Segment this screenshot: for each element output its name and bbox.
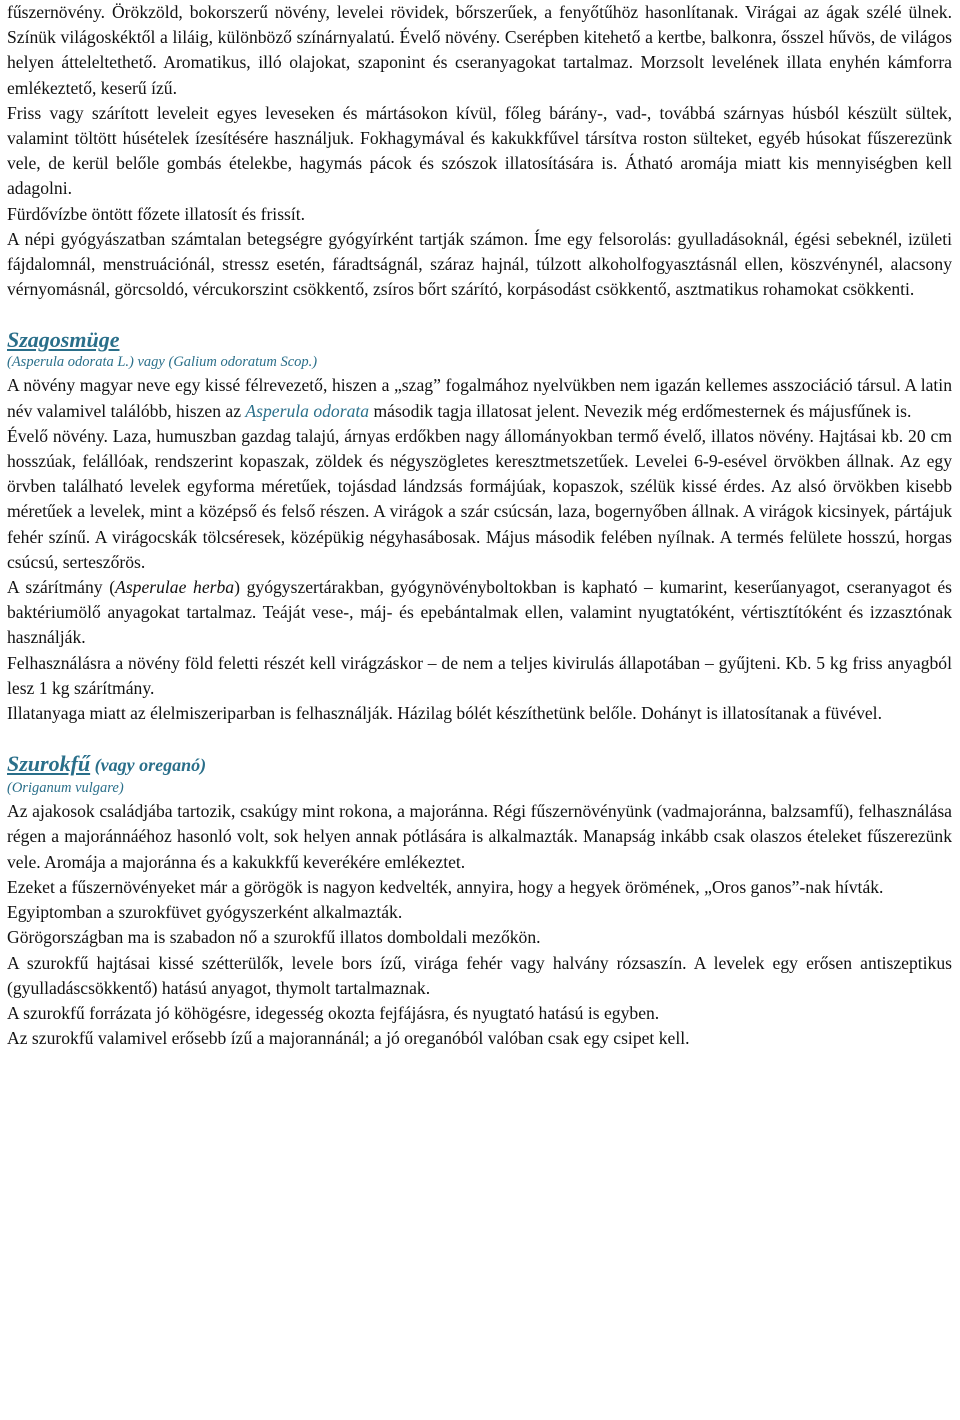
section-title: Szurokfű (vagy oreganó): [7, 751, 207, 777]
section-title: Szagosmüge: [7, 327, 120, 353]
paragraph-description: Évelő növény. Laza, humuszban gazdag talajú, árnyas erdőkben nagy állományokban termő évelő, illatos növény. Hajtásai kb. 20 cm hosszúak, felállóak, rendszerint kopaszak, zöldek és négyszögletes keresztmetszetűek. Levelei 6-9-esével örvökben állnak. Az egy örvben található levelek egyforma méretűek, tojásdad lándzsás formájúak, kopaszok, szélük kissé érdes. Az alsó örvökben kisebb méretűek a levelek, mint a középső és felső részen. A virágok a szár csúcsán, laza, bogernyőben állnak. A virágok kicsinyek, pártájuk fehér színű. A virágocskák tölcséresek, középükig négyhasábosak. Május második felében nyílnak. A termés felülete hosszú, horgas csúcsú, serteszőrös.: [7, 425, 952, 572]
paragraph-greece: Görögországban ma is szabadon nő a szurokfű illatos domboldali mezőkön.: [7, 927, 541, 948]
intro-paragraph-bath: Fürdővízbe öntött főzete illatosít és frissít.: [7, 203, 306, 224]
paragraph-drug: A szárítmány (Asperulae herba) gyógyszertárakban, gyógynövényboltokban is kapható – kumarint, keserűanyagot, cseranyagot és baktériumölő anyagokat tartalmaz. Teáját vese-, máj- és epebántalmak ellen, valamint nyugtatóként, vértisztítóként és izzasztónak használják.: [7, 577, 952, 648]
section-szurokfu: [7, 750, 952, 1051]
paragraph-family: Az ajakosok családjába tartozik, csakúgy mint rokona, a majoránna. Régi fűszernövényünk (vadmajoránna, balzsamfű), felhasználása régen a majoránnáéhoz hasonló volt, sok helyen annak pótlására is alkalmazták. Manapság inkább csak olaszos ételeket fűszerezünk vele. Aromája a majoránna és a kakukkfű keverékére emlékeztet.: [7, 801, 952, 872]
intro-paragraph-description: fűszernövény. Örökzöld, bokorszerű növény, levelei rövidek, bőrszerűek, a fenyőtűhöz hasonlítanak. Virágai az ágak szélé ülnek. Színük világoskéktől a liláig, különböző színárnyalatú. Évelő növény. Cserépben kitehető a kertbe, balkonra, ősszel hűvös, de világos helyen átteleltethető. Aromatikus, illó olajokat, szaponint és cseranyagokat tartalmaz. Morzsolt levelének illata enyhén kámforra emlékeztető, keserű ízű.: [7, 2, 952, 98]
latin-name: (Asperula odorata L.) vagy (Galium odoratum Scop.): [7, 354, 318, 371]
intro-section: [7, 0, 952, 302]
paragraph-greeks: Ezeket a fűszernövényeket már a görögök is nagyon kedvelték, annyira, hogy a hegyek örömének, „Oros ganos”-nak hívták.: [7, 876, 884, 897]
paragraph-harvest: Felhasználásra a növény föld feletti részét kell virágzáskor – de nem a teljes kivirulás állapotában – gyűjteni. Kb. 5 kg friss anyagból lesz 1 kg szárítmány.: [7, 652, 952, 698]
intro-paragraph-folk-medicine: A népi gyógyászatban számtalan betegségre gyógyírként tartják számon. Íme egy felsorolás: gyulladásoknál, égési sebeknél, izületi fájdalomnál, menstruációnál, stressz esetén, fáradtságnál, száraz hajnál, túlzott alkoholfogyasztásnál ellen, köszvénynél, alacsony vérnyomásnál, görcsoldó, vércukorszint csökkentő, zsíros bőrt szárító, korpásodást csökkentő, asztmatikus rohamokat csökkenti.: [7, 228, 952, 300]
paragraph-taste: Az szurokfű valamivel erősebb ízű a majorannánál; a jó oreganóból valóban csak egy csipet kell.: [7, 1028, 690, 1049]
latin-name-inline: Asperula odorata: [245, 400, 370, 421]
paragraph-egypt: Egyiptomban a szurokfüvet gyógyszerként alkalmazták.: [7, 902, 403, 923]
paragraph-infusion: A szurokfű forrázata jó köhögésre, idegesség okozta fejfájásra, és nyugtató hatású is egyben.: [7, 1002, 660, 1023]
paragraph-name-origin: A növény magyar neve egy kissé félrevezető, hiszen a „szag” fogalmához nyelvükben nem igazán kellemes asszociáció társul. A latin név valamivel találóbb, hiszen az Asperula odorata második tagja illatosat jelent. Nevezik még erdőmesternek és májusfűnek is.: [7, 375, 952, 421]
intro-paragraph-culinary: Friss vagy szárított leveleit egyes leveseken és mártásokon kívül, főleg bárány-, vad-, továbbá szárnyas húsból készült sültek, valamint töltött húsételek ízesítésére használjuk. Fokhagymával és kakukkfűvel társítva roston sülteket, egyéb húsokat fűszerezünk vele, de kerül belőle gombás ételekbe, hagymás pácok és szószok illatosítására is. Átható aromája miatt kis mennyiségben kell adagolni.: [7, 102, 952, 199]
paragraph-description: A szurokfű hajtásai kissé szétterülők, levele bors ízű, virága fehér vagy halvány rózsaszín. A levelek egy erősen antiszeptikus (gyulladáscsökkentő) hatású anyagot, thymolt tartalmaznak.: [7, 952, 952, 998]
paragraph-usage: Illatanyaga miatt az élelmiszeriparban is felhasználják. Házilag bólét készíthetünk belőle. Dohányt is illatosítanak a füvével.: [7, 703, 882, 724]
drug-name-inline: Asperulae herba: [115, 577, 235, 598]
latin-name: (Origanum vulgare): [7, 780, 124, 797]
section-szagosmuge: [7, 326, 952, 726]
